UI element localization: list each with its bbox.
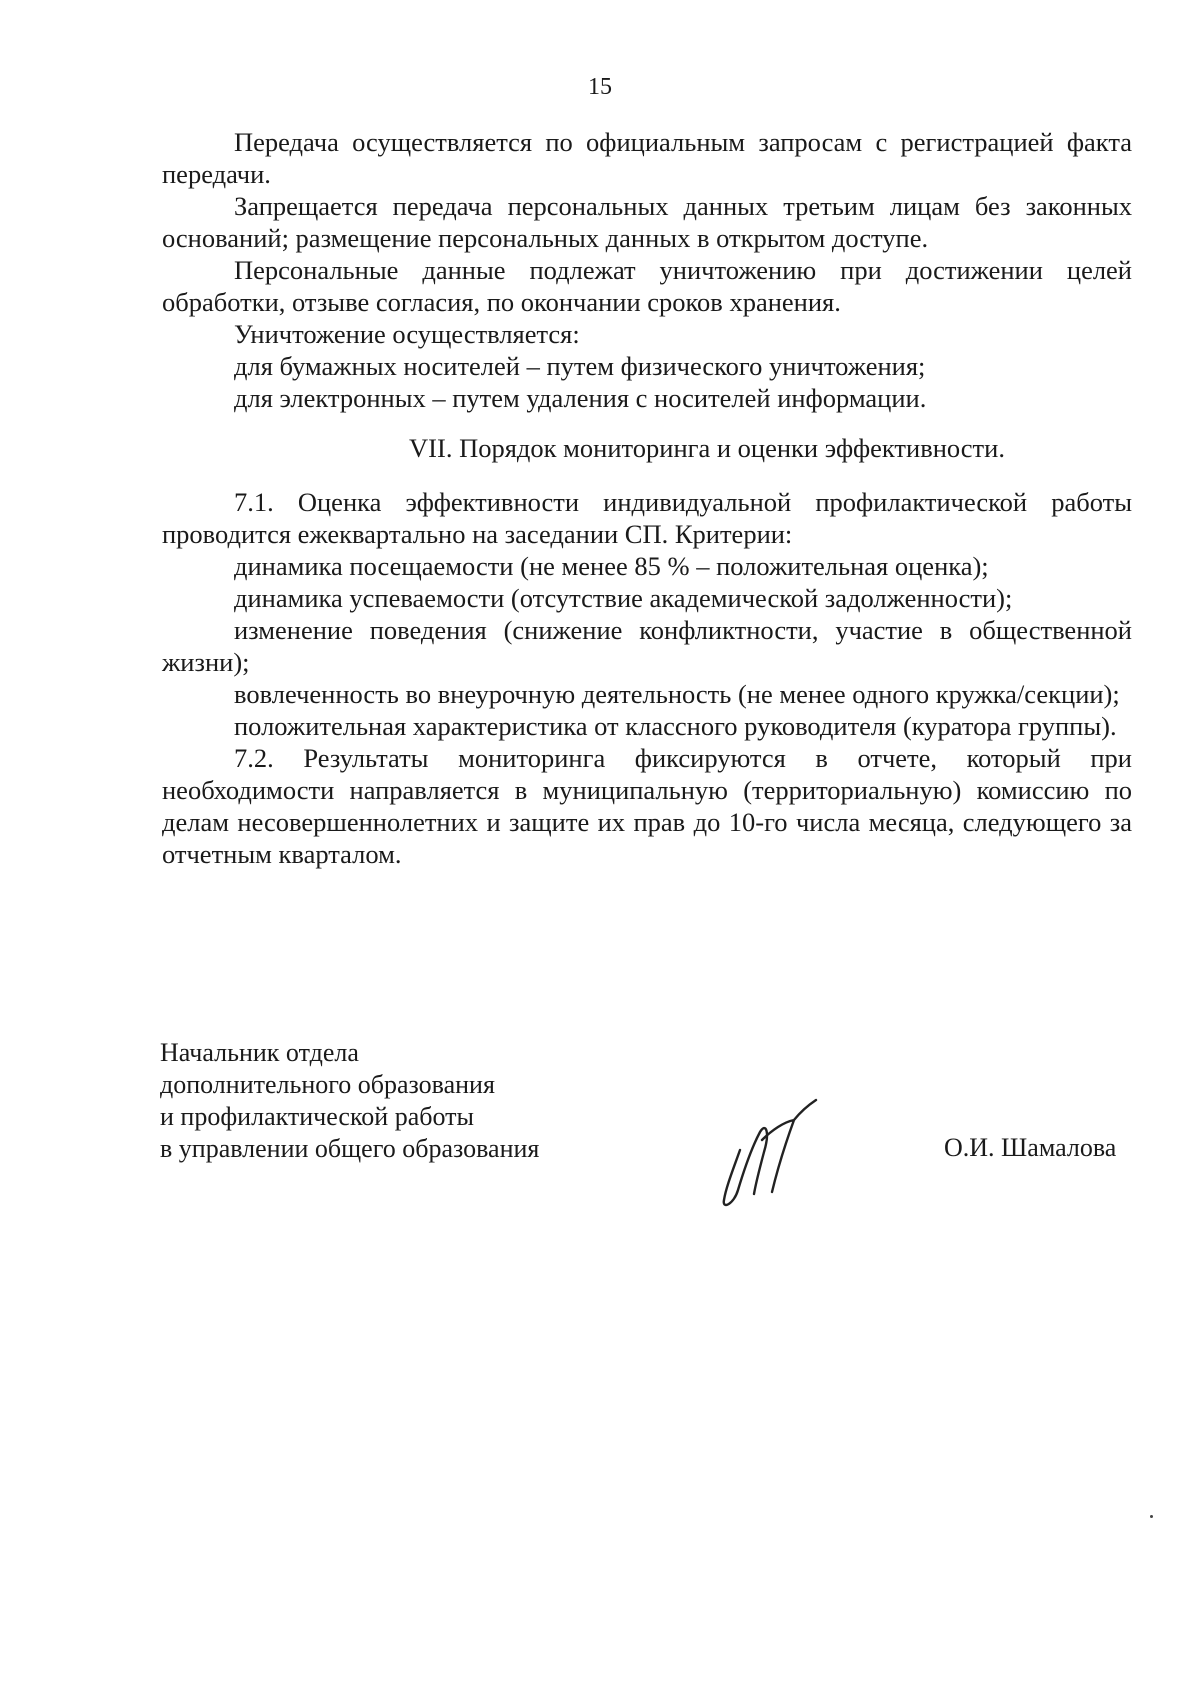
paragraph-destruction: Персональные данные подлежат уничтожению при достижении целей обработки, отзыве согласия, по окончании сроков хранения. bbox=[162, 255, 1132, 317]
signer-name: О.И. Шамалова bbox=[944, 1133, 1117, 1162]
position-line: и профилактической работы bbox=[160, 1102, 474, 1131]
criterion-characteristic: положительная характеристика от классного руководителя (куратора группы). bbox=[234, 711, 1117, 741]
signature-position bbox=[160, 1037, 539, 1165]
paragraph-7-1: 7.1. Оценка эффективности индивидуальной профилактической работы проводится ежеквартально на заседании СП. Критерии: bbox=[162, 487, 1132, 549]
criterion-behavior: изменение поведения (снижение конфликтности, участие в общественной жизни); bbox=[162, 615, 1132, 677]
criterion-attendance: динамика посещаемости (не менее 85 % – положительная оценка); bbox=[234, 551, 989, 581]
paragraph-paper-media: для бумажных носителей – путем физического уничтожения; bbox=[234, 351, 926, 381]
criterion-performance: динамика успеваемости (отсутствие академической задолженности); bbox=[234, 583, 1013, 613]
paragraph-destruction-method: Уничтожение осуществляется: bbox=[234, 319, 580, 349]
position-line: в управлении общего образования bbox=[160, 1134, 540, 1163]
paragraph-7-2: 7.2. Результаты мониторинга фиксируются в отчете, который при необходимости направляется в муниципальную (территориальную) комиссию по делам несовершеннолетних и защите их прав до 10-го числа месяца, следующего за отчетным кварталом. bbox=[162, 743, 1132, 869]
page-number: 15 bbox=[588, 74, 612, 100]
section-heading: VII. Порядок мониторинга и оценки эффективности. bbox=[409, 433, 1005, 463]
handwritten-signature bbox=[712, 1092, 822, 1212]
scan-speck bbox=[1150, 1515, 1153, 1518]
criterion-extracurricular: вовлеченность во внеурочную деятельность (не менее одного кружка/секции); bbox=[234, 679, 1120, 709]
position-line: Начальник отдела bbox=[160, 1038, 359, 1067]
paragraph-electronic-media: для электронных – путем удаления с носителей информации. bbox=[234, 383, 927, 413]
top-text-block bbox=[162, 126, 1132, 870]
position-line: дополнительного образования bbox=[160, 1070, 495, 1099]
paragraph-prohibition: Запрещается передача персональных данных третьим лицам без законных оснований; размещение персональных данных в открытом доступе. bbox=[162, 191, 1132, 253]
paragraph-transfer: Передача осуществляется по официальным запросам с регистрацией факта передачи. bbox=[162, 127, 1132, 189]
